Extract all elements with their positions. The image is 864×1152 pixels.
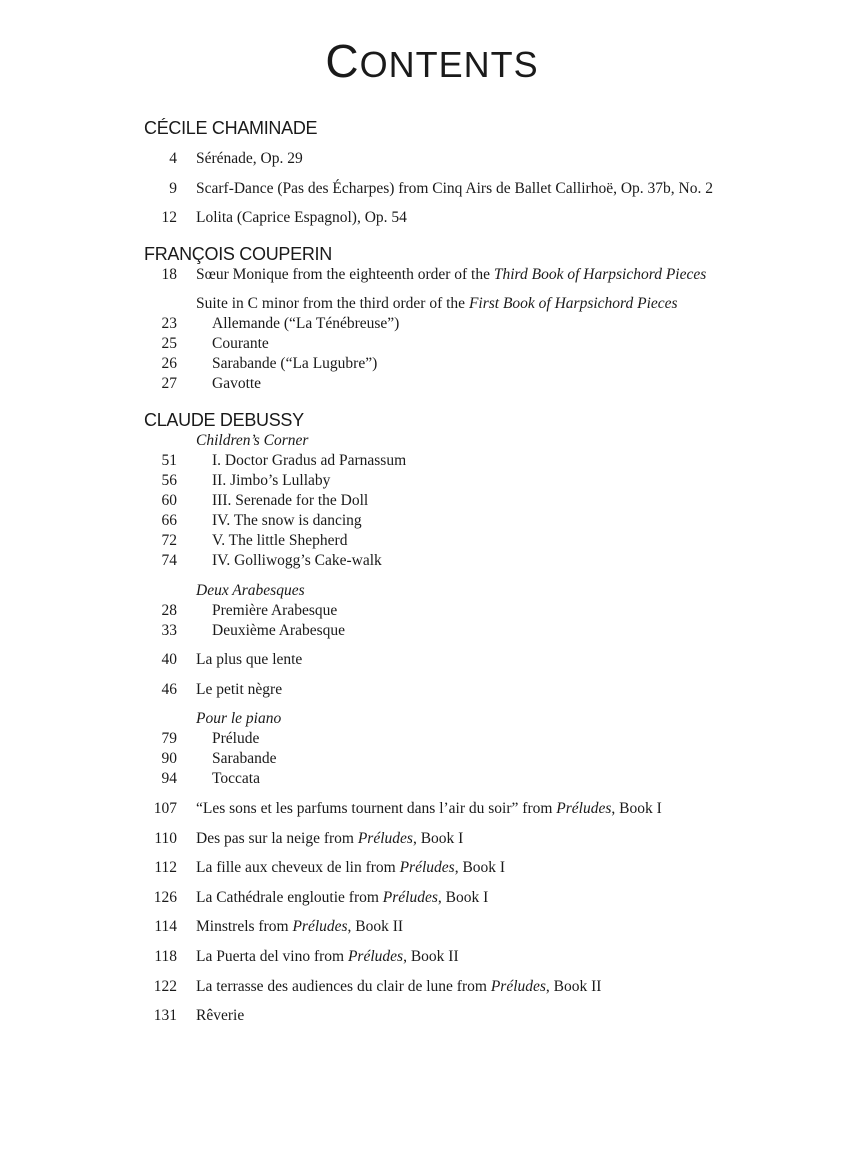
entry-title: IV. Golliwogg’s Cake-walk <box>212 552 382 569</box>
page-number: 23 <box>161 315 177 332</box>
toc-entry[interactable] <box>144 680 764 700</box>
collection-heading: Deux Arabesques <box>196 582 305 599</box>
page-number: 26 <box>161 355 177 372</box>
toc-entry[interactable] <box>144 265 764 285</box>
entry-title: La Cathédrale engloutie from Préludes, Book I <box>196 889 489 906</box>
toc-entry[interactable] <box>144 749 764 769</box>
entry-title: Le petit nègre <box>196 681 283 698</box>
toc-entry[interactable] <box>144 621 764 641</box>
toc-entry[interactable] <box>144 471 764 491</box>
composer-heading-couperin: FRANÇOIS COUPERIN <box>144 244 332 264</box>
toc-entry[interactable] <box>144 531 764 551</box>
entry-title: Sarabande <box>212 750 277 767</box>
page-number: 40 <box>161 651 177 668</box>
toc-entry[interactable] <box>144 829 764 849</box>
page-number: 114 <box>154 918 177 935</box>
entry-title: Rêverie <box>196 1007 245 1024</box>
page-number: 107 <box>153 800 177 817</box>
toc-entry[interactable] <box>144 208 764 228</box>
page-number: 131 <box>153 1007 177 1024</box>
page-number: 66 <box>161 512 177 529</box>
page-number: 33 <box>161 622 177 639</box>
entry-title: La fille aux cheveux de lin from Préludes, Book I <box>196 859 506 876</box>
collection-heading: Children’s Corner <box>196 432 309 449</box>
page-number: 118 <box>154 948 177 965</box>
page-number: 12 <box>161 209 177 226</box>
toc-entry[interactable] <box>144 650 764 670</box>
toc-entry[interactable] <box>144 601 764 621</box>
collection-heading: Suite in C minor from the third order of the First Book of Harpsichord Pieces <box>196 295 678 312</box>
entry-title: Sérénade, Op. 29 <box>196 150 303 167</box>
entry-title: V. The little Shepherd <box>212 532 348 549</box>
entry-title: Gavotte <box>212 375 262 392</box>
page-number: 94 <box>161 770 177 787</box>
page-number: 110 <box>154 830 177 847</box>
page-title: CONTENTS <box>325 35 539 87</box>
page-number: 27 <box>161 375 177 392</box>
toc-entry[interactable] <box>144 888 764 908</box>
page-number: 79 <box>161 730 177 747</box>
entry-title: La Puerta del vino from Préludes, Book II <box>196 948 459 965</box>
toc-entry[interactable] <box>144 729 764 749</box>
toc-entry[interactable] <box>144 977 764 997</box>
entry-title: La plus que lente <box>196 651 303 668</box>
toc-entry[interactable] <box>144 511 764 531</box>
collection-heading: Pour le piano <box>196 710 282 727</box>
entry-title: I. Doctor Gradus ad Parnassum <box>212 452 407 469</box>
page-number: 4 <box>169 150 177 167</box>
toc-entry[interactable] <box>144 451 764 471</box>
page-number: 122 <box>153 978 177 995</box>
entry-title: “Les sons et les parfums tournent dans l’air du soir” from Préludes, Book I <box>196 800 662 817</box>
toc-entry[interactable] <box>144 799 764 819</box>
entry-title: Courante <box>212 335 269 352</box>
entry-title: Lolita (Caprice Espagnol), Op. 54 <box>196 209 407 226</box>
entry-title: II. Jimbo’s Lullaby <box>212 472 331 489</box>
page-number: 72 <box>161 532 177 549</box>
page-number: 126 <box>153 889 177 906</box>
entry-title: Deuxième Arabesque <box>212 622 345 639</box>
entry-title: IV. The snow is dancing <box>212 512 362 529</box>
toc-entry[interactable] <box>144 374 764 394</box>
toc-entry[interactable] <box>144 947 764 967</box>
toc-entry[interactable] <box>144 179 764 199</box>
toc-entry[interactable] <box>144 334 764 354</box>
toc-entry[interactable] <box>144 769 764 789</box>
page-number: 25 <box>161 335 177 352</box>
toc-entry[interactable] <box>144 354 764 374</box>
page-number: 90 <box>161 750 177 767</box>
page-number: 46 <box>161 681 177 698</box>
entry-title: Prélude <box>212 730 260 747</box>
page-number: 60 <box>161 492 177 509</box>
page-number: 18 <box>161 266 177 283</box>
toc-entry[interactable] <box>144 491 764 511</box>
toc-entry[interactable] <box>144 149 764 169</box>
page-number: 112 <box>154 859 177 876</box>
toc-entry[interactable] <box>144 1006 764 1026</box>
entry-title: Allemande (“La Ténébreuse”) <box>212 315 400 332</box>
page-number: 9 <box>169 180 177 197</box>
entry-title: La terrasse des audiences du clair de lune from Préludes, Book II <box>196 978 602 995</box>
entry-title: Des pas sur la neige from Préludes, Book I <box>196 830 464 847</box>
toc-entry[interactable] <box>144 917 764 937</box>
toc-entry[interactable] <box>144 858 764 878</box>
entry-title: Première Arabesque <box>212 602 338 619</box>
page-number: 56 <box>161 472 177 489</box>
entry-title: Sœur Monique from the eighteenth order of the Third Book of Harpsichord Pieces <box>196 266 707 283</box>
toc-entry[interactable] <box>144 551 764 571</box>
entry-title: Sarabande (“La Lugubre”) <box>212 355 378 372</box>
toc-entry[interactable] <box>144 314 764 334</box>
page-number: 51 <box>161 452 177 469</box>
entry-title: Toccata <box>212 770 260 787</box>
entry-title: Scarf-Dance (Pas des Écharpes) from Cinq Airs de Ballet Callirhoë, Op. 37b, No. 2 <box>196 180 713 197</box>
composer-heading-debussy: CLAUDE DEBUSSY <box>144 410 304 430</box>
composer-heading-chaminade: CÉCILE CHAMINADE <box>144 118 318 138</box>
page-number: 28 <box>161 602 177 619</box>
entry-title: Minstrels from Préludes, Book II <box>196 918 404 935</box>
page-number: 74 <box>161 552 177 569</box>
entry-title: III. Serenade for the Doll <box>212 492 369 509</box>
